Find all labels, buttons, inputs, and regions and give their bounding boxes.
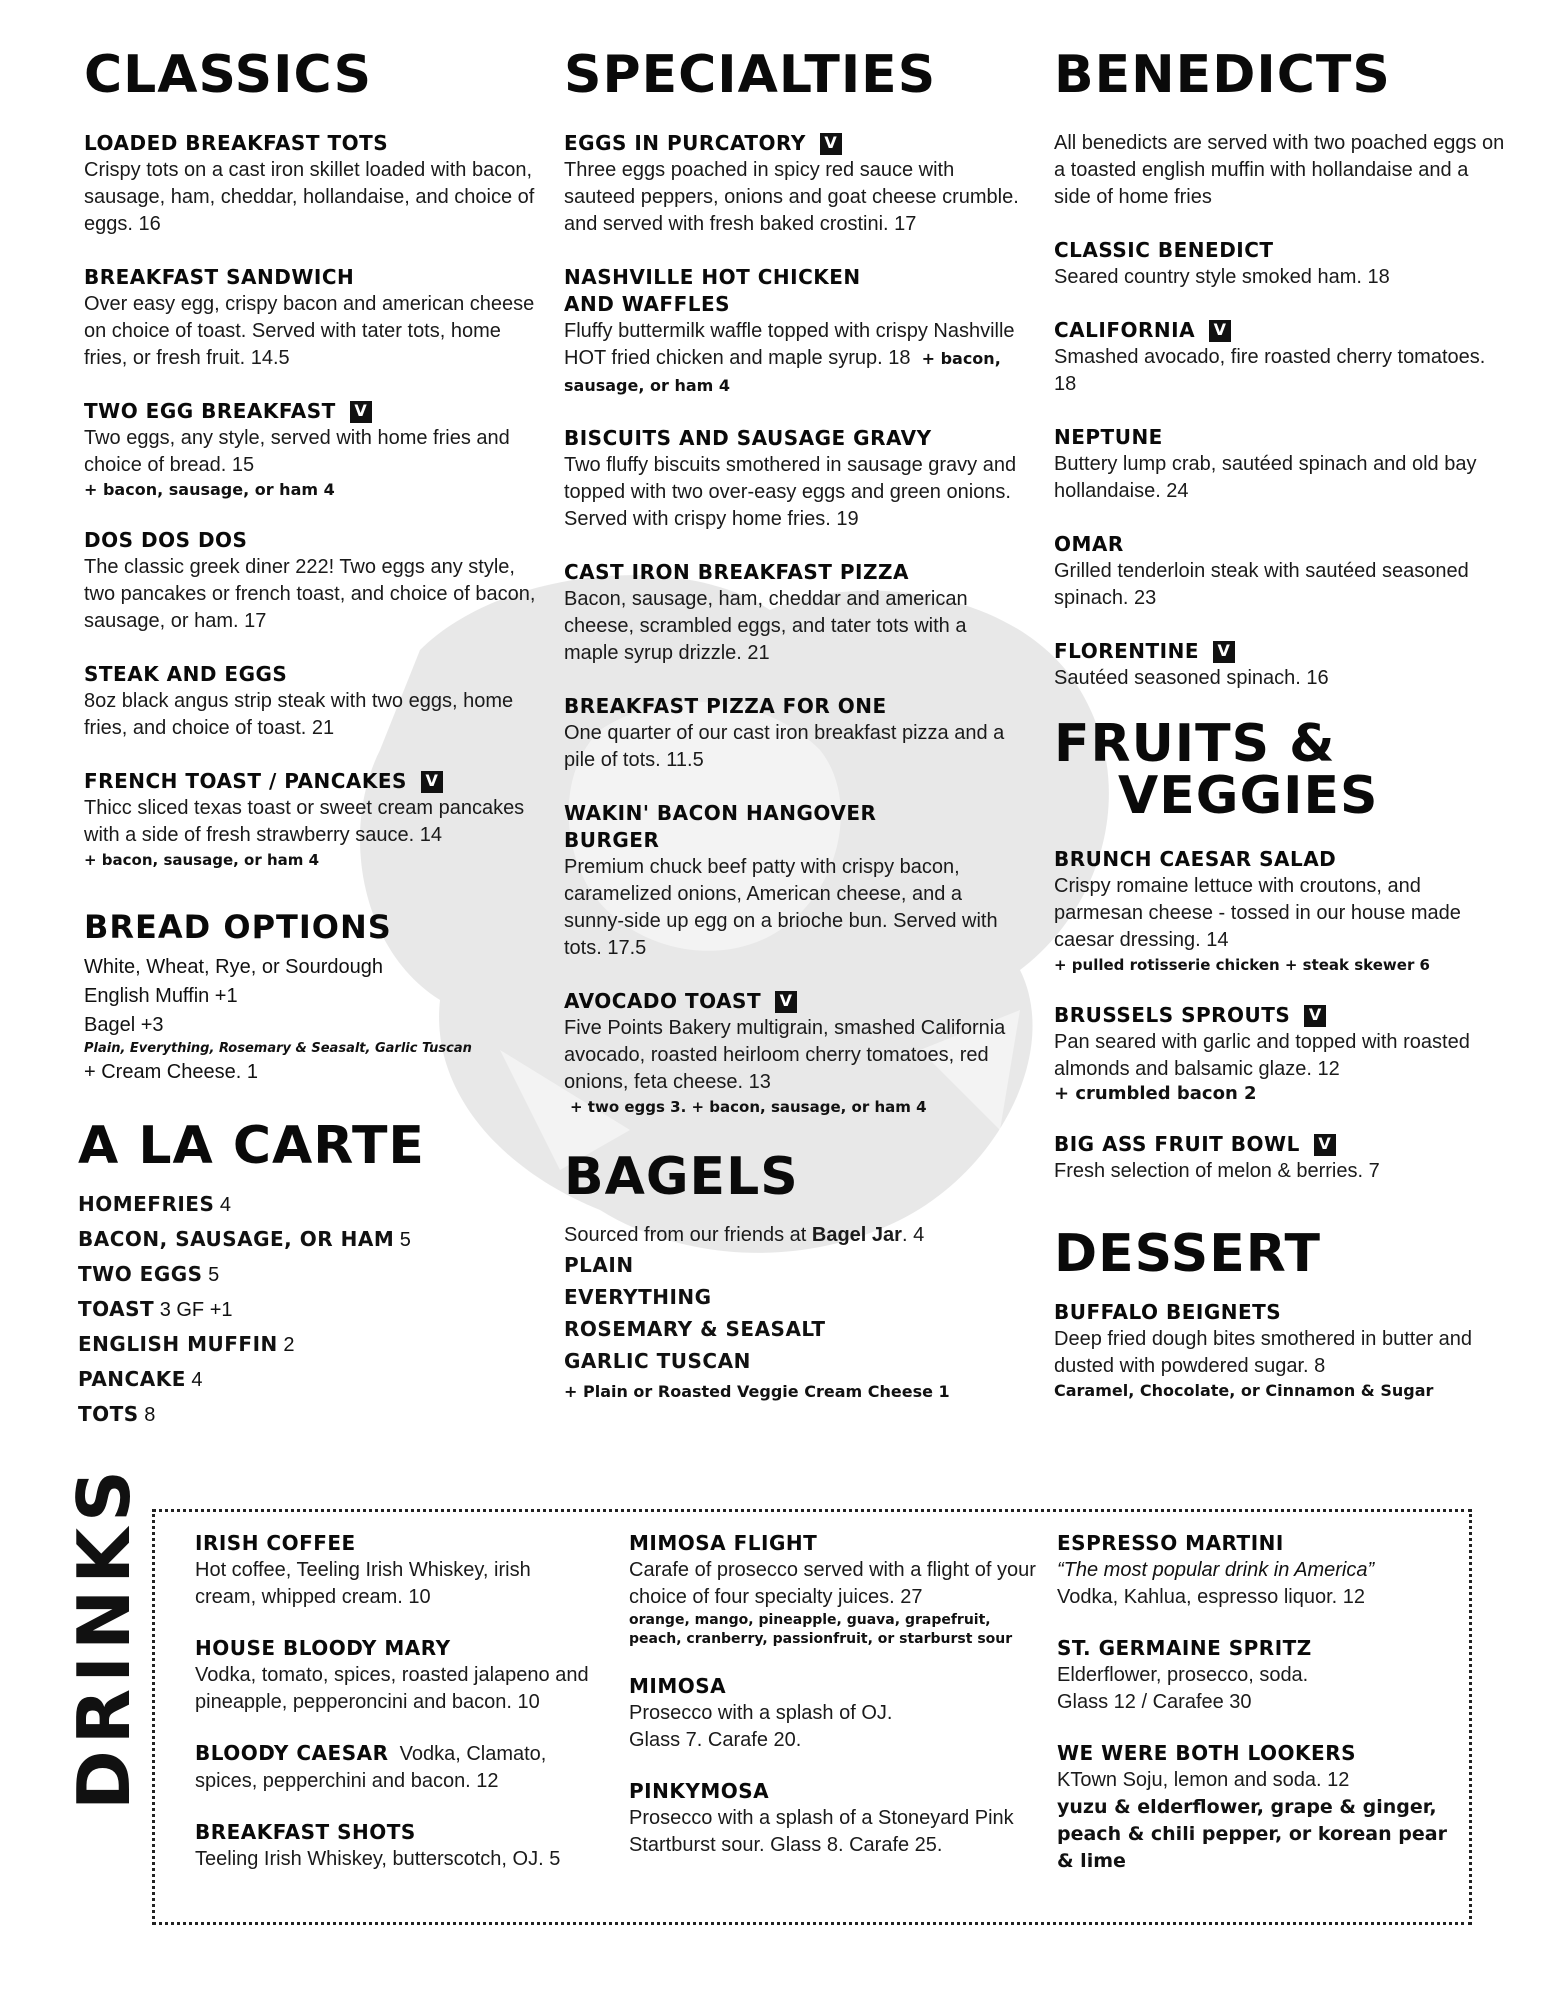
- item-name-text: FLORENTINE: [1054, 639, 1199, 663]
- item-name: [1054, 1002, 1509, 1029]
- item-name: BREAKFAST SANDWICH: [84, 265, 355, 289]
- drink-item: [195, 1635, 595, 1716]
- item-name: [1054, 638, 1509, 665]
- item-name: [564, 130, 1024, 157]
- item-name-text: TWO EGG BREAKFAST: [84, 399, 336, 423]
- bagel-type: EVERYTHING: [564, 1285, 712, 1309]
- item-desc: Bacon, sausage, ham, cheddar and american cheese, scrambled eggs, and tater tots with a maple syrup drizzle. 21: [564, 588, 968, 664]
- item-desc: Three eggs poached in spicy red sauce with sauteed peppers, onions and goat cheese crumble. and served with fresh baked crostini. 17: [564, 159, 1019, 235]
- bread-options-title: BREAD OPTIONS: [84, 908, 392, 946]
- fruits-veggies-title: FRUITS & VEGGIES: [1054, 714, 1379, 826]
- drink-desc: KTown Soju, lemon and soda. 12: [1057, 1769, 1350, 1791]
- menu-item: [1054, 1299, 1509, 1402]
- item-name: CAST IRON BREAKFAST PIZZA: [564, 560, 909, 584]
- item-name: BUFFALO BEIGNETS: [1054, 1300, 1282, 1324]
- column-middle: [564, 46, 1024, 1403]
- drink-desc: Vodka, tomato, spices, roasted jalapeno and pineapple, pepperoncini and bacon. 10: [195, 1664, 589, 1713]
- item-desc: Thicc sliced texas toast or sweet cream pancakes with a side of fresh strawberry sauce. 14: [84, 797, 525, 846]
- item-addon: Caramel, Chocolate, or Cinnamon & Sugar: [1054, 1381, 1434, 1400]
- vegetarian-badge-icon: V: [820, 133, 842, 155]
- drink-name: ST. GERMAINE SPRITZ: [1057, 1636, 1312, 1660]
- menu-item: [1054, 317, 1509, 398]
- drink-desc: Teeling Irish Whiskey, butterscotch, OJ. 5: [195, 1848, 561, 1870]
- menu-item: [84, 661, 539, 742]
- drink-quote: “The most popular drink in America”: [1057, 1559, 1375, 1581]
- item-name-text: CALIFORNIA: [1054, 318, 1196, 342]
- item-desc: Premium chuck beef patty with crispy bacon, caramelized onions, American cheese, and a sunny-side up egg on a brioche bun. Served with tots. 17.5: [564, 856, 998, 959]
- dessert-title: DESSERT: [1054, 1224, 1321, 1284]
- item-addon: + bacon, sausage, or ham 4: [84, 480, 335, 499]
- item-desc: Crispy romaine lettuce with croutons, and parmesan cheese - tossed in our house made caesar dressing. 14: [1054, 875, 1461, 951]
- drink-item: [195, 1740, 595, 1795]
- drink-item: [195, 1530, 595, 1611]
- item-addon: + pulled rotisserie chicken + steak skewer 6: [1054, 956, 1430, 974]
- bagel-type: GARLIC TUSCAN: [564, 1349, 751, 1373]
- menu-item: [84, 398, 539, 501]
- drink-name: BLOODY CAESAR: [195, 1741, 389, 1765]
- item-name: [84, 398, 539, 425]
- item-desc: 8oz black angus strip steak with two eggs, home fries, and choice of toast. 21: [84, 690, 514, 739]
- item-name: BISCUITS AND SAUSAGE GRAVY: [564, 426, 932, 450]
- bagel-type: ROSEMARY & SEASALT: [564, 1317, 826, 1341]
- item-desc: Buttery lump crab, sautéed spinach and old bay hollandaise. 24: [1054, 453, 1477, 502]
- column-left: [78, 45, 539, 1432]
- menu-item: [1054, 1131, 1509, 1185]
- item-desc: Pan seared with garlic and topped with roasted almonds and balsamic glaze. 12: [1054, 1031, 1470, 1080]
- juice-options: orange, mango, pineapple, guava, grapefruit, peach, cranberry, passionfruit, or starburst sour: [629, 1612, 1013, 1647]
- menu-item: [564, 988, 1024, 1118]
- item-name-text: FRENCH TOAST / PANCAKES: [84, 769, 407, 793]
- drink-item: [1057, 1530, 1457, 1611]
- item-name: [564, 988, 1024, 1015]
- vegetarian-badge-icon: V: [1304, 1005, 1326, 1027]
- drink-desc: Prosecco with a splash of a Stoneyard Pink Startburst sour. Glass 8. Carafe 25.: [629, 1807, 1014, 1856]
- drink-name: PINKYMOSA: [629, 1779, 770, 1803]
- vegetarian-badge-icon: V: [1213, 641, 1235, 663]
- bagel-type: PLAIN: [564, 1253, 634, 1277]
- item-addon: + bacon, sausage, or ham 4: [564, 349, 1001, 395]
- drink-name: BREAKFAST SHOTS: [195, 1820, 416, 1844]
- list-item: ENGLISH MUFFIN 2: [78, 1332, 295, 1356]
- bread-line: Bagel +3: [84, 1014, 164, 1036]
- drink-desc: Elderflower, prosecco, soda.: [1057, 1664, 1309, 1686]
- item-name: STEAK AND EGGS: [84, 662, 288, 686]
- bagel-flavors: Plain, Everything, Rosemary & Seasalt, Garlic Tuscan: [84, 1041, 472, 1056]
- drinks-box: [152, 1509, 1472, 1925]
- item-name: NEPTUNE: [1054, 425, 1163, 449]
- drink-desc: Prosecco with a splash of OJ. Glass 7. Carafe 20.: [629, 1702, 893, 1751]
- item-desc: Smashed avocado, fire roasted cherry tomatoes. 18: [1054, 346, 1486, 395]
- drink-desc: Vodka, Kahlua, espresso liquor. 12: [1057, 1586, 1365, 1608]
- menu-item: [84, 264, 539, 372]
- drink-item: [629, 1673, 1039, 1754]
- classics-title: CLASSICS: [84, 45, 373, 105]
- drink-name: IRISH COFFEE: [195, 1531, 356, 1555]
- vegetarian-badge-icon: V: [1209, 320, 1231, 342]
- menu-item: [1054, 531, 1509, 612]
- list-item: HOMEFRIES 4: [78, 1192, 232, 1216]
- menu-item: [1054, 846, 1509, 976]
- item-name-text: EGGS IN PURCATORY: [564, 131, 806, 155]
- menu-item: [84, 130, 539, 238]
- drinks-column: [1057, 1530, 1457, 1899]
- item-name: LOADED BREAKFAST TOTS: [84, 131, 389, 155]
- benedicts-title: BENEDICTS: [1054, 45, 1391, 105]
- item-desc: The classic greek diner 222! Two eggs any style, two pancakes or french toast, and choice of bacon, sausage, or ham. 17: [84, 556, 536, 632]
- item-desc: Grilled tenderloin steak with sautéed seasoned spinach. 23: [1054, 560, 1469, 609]
- drink-item: [1057, 1740, 1457, 1875]
- drink-name: WE WERE BOTH LOOKERS: [1057, 1741, 1357, 1765]
- item-desc: Deep fried dough bites smothered in butter and dusted with powdered sugar. 8: [1054, 1328, 1473, 1377]
- item-desc: Two fluffy biscuits smothered in sausage gravy and topped with two over-easy eggs and green onions. Served with crispy home fries. 19: [564, 454, 1017, 530]
- item-name: DOS DOS DOS: [84, 528, 248, 552]
- bagels-intro: Sourced from our friends at Bagel Jar. 4: [564, 1224, 925, 1246]
- drinks-title: DRINKS: [62, 1464, 146, 1810]
- vegetarian-badge-icon: V: [775, 991, 797, 1013]
- item-name: OMAR: [1054, 532, 1124, 556]
- a-la-carte-list: [78, 1187, 539, 1432]
- list-item: TWO EGGS 5: [78, 1262, 220, 1286]
- item-desc: Five Points Bakery multigrain, smashed California avocado, roasted heirloom cherry tomatoes, red onions, feta cheese. 13: [564, 1017, 1006, 1093]
- drink-name: MIMOSA FLIGHT: [629, 1531, 818, 1555]
- item-name-text: BRUSSELS SPROUTS: [1054, 1003, 1291, 1027]
- bread-line: White, Wheat, Rye, or Sourdough: [84, 956, 384, 978]
- item-name: BREAKFAST PIZZA FOR ONE: [564, 694, 887, 718]
- item-desc: Over easy egg, crispy bacon and american cheese on choice of toast. Served with tater tots, home fries, or fresh fruit. 14.5: [84, 293, 535, 369]
- bagels-addon: + Plain or Roasted Veggie Cream Cheese 1: [564, 1382, 950, 1401]
- list-item: BACON, SAUSAGE, OR HAM 5: [78, 1227, 411, 1251]
- drink-item: [195, 1819, 595, 1873]
- drink-name: HOUSE BLOODY MARY: [195, 1636, 451, 1660]
- item-name-text: AVOCADO TOAST: [564, 989, 762, 1013]
- a-la-carte-title: A LA CARTE: [78, 1116, 425, 1176]
- drink-item: [1057, 1635, 1457, 1716]
- item-desc: Fresh selection of melon & berries. 7: [1054, 1160, 1380, 1182]
- item-addon: + bacon, sausage, or ham 4: [84, 851, 320, 869]
- vegetarian-badge-icon: V: [350, 401, 372, 423]
- item-name: [1054, 317, 1509, 344]
- menu-item: [1054, 1002, 1509, 1105]
- item-desc: Sautéed seasoned spinach. 16: [1054, 667, 1329, 689]
- item-name: CLASSIC BENEDICT: [1054, 238, 1274, 262]
- menu-item: [564, 693, 1024, 774]
- menu-item: [564, 559, 1024, 667]
- bread-line: + Cream Cheese. 1: [84, 1061, 258, 1083]
- drink-desc: Hot coffee, Teeling Irish Whiskey, irish cream, whipped cream. 10: [195, 1559, 531, 1608]
- menu-item: [1054, 237, 1509, 291]
- benedicts-intro: All benedicts are served with two poached eggs on a toasted english muffin with hollandaise and a side of home fries: [1054, 132, 1505, 208]
- drink-item: [629, 1778, 1039, 1859]
- item-name: NASHVILLE HOT CHICKEN AND WAFFLES: [564, 265, 861, 316]
- item-name: [84, 768, 539, 795]
- item-addon: + crumbled bacon 2: [1054, 1083, 1257, 1104]
- item-name: WAKIN' BACON HANGOVER BURGER: [564, 801, 877, 852]
- menu-item: [1054, 424, 1509, 505]
- item-name: [1054, 1131, 1509, 1158]
- list-item: TOAST 3 GF +1: [78, 1297, 233, 1321]
- menu-item: [1054, 638, 1509, 692]
- drink-desc: Carafe of prosecco served with a flight of your choice of four specialty juices. 27: [629, 1559, 1036, 1608]
- item-desc: One quarter of our cast iron breakfast pizza and a pile of tots. 11.5: [564, 722, 1005, 771]
- vegetarian-badge-icon: V: [421, 771, 443, 793]
- menu-item: [84, 527, 539, 635]
- drink-desc: Vodka, Clamato, spices, pepperchini and bacon. 12: [195, 1743, 547, 1792]
- item-addon: + two eggs 3. + bacon, sausage, or ham 4: [570, 1098, 927, 1116]
- drink-price: Glass 12 / Carafee 30: [1057, 1691, 1252, 1713]
- drinks-column: [629, 1530, 1039, 1883]
- vegetarian-badge-icon: V: [1314, 1134, 1336, 1156]
- menu-item: [84, 768, 539, 871]
- item-desc: Fluffy buttermilk waffle topped with crispy Nashville HOT fried chicken and maple syrup. 18 + bacon, sausage, or ham 4: [564, 320, 1015, 395]
- menu-item: [564, 800, 1024, 962]
- drinks-column: [195, 1530, 595, 1897]
- column-right: [1054, 46, 1509, 1428]
- item-desc: Seared country style smoked ham. 18: [1054, 266, 1390, 288]
- item-name: BRUNCH CAESAR SALAD: [1054, 847, 1337, 871]
- list-item: PANCAKE 4: [78, 1367, 203, 1391]
- menu-item: [564, 264, 1024, 399]
- specialties-title: SPECIALTIES: [564, 45, 937, 105]
- list-item: TOTS 8: [78, 1402, 156, 1426]
- flavor-options: yuzu & elderflower, grape & ginger, peach & chili pepper, or korean pear & lime: [1057, 1796, 1447, 1872]
- drink-item: [629, 1530, 1039, 1649]
- menu-item: [564, 425, 1024, 533]
- item-desc: Two eggs, any style, served with home fries and choice of bread. 15: [84, 427, 510, 476]
- drink-name: ESPRESSO MARTINI: [1057, 1531, 1284, 1555]
- menu-item: [564, 130, 1024, 238]
- bread-line: English Muffin +1: [84, 985, 238, 1007]
- drink-name: MIMOSA: [629, 1674, 727, 1698]
- item-name-text: BIG ASS FRUIT BOWL: [1054, 1132, 1300, 1156]
- item-desc: Crispy tots on a cast iron skillet loaded with bacon, sausage, ham, cheddar, hollandaise, and choice of eggs. 16: [84, 159, 535, 235]
- bagels-title: BAGELS: [564, 1147, 799, 1207]
